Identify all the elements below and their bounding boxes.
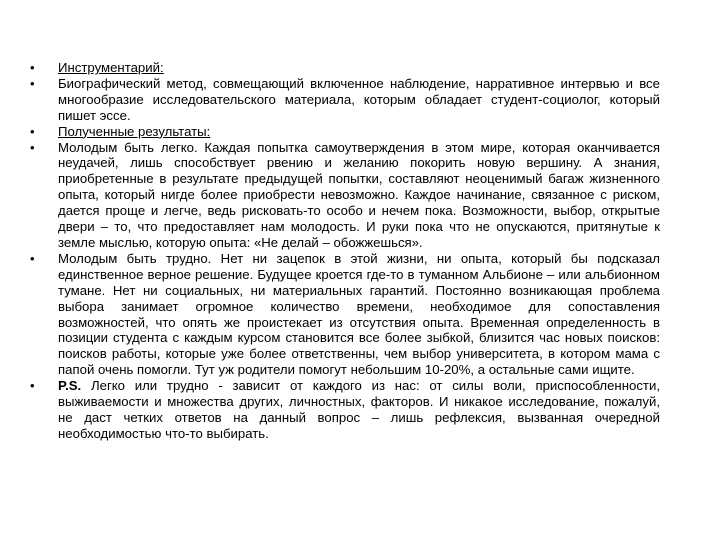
bullet-icon: • xyxy=(30,75,35,91)
bullet-icon: • xyxy=(30,60,35,75)
bullet-item-postscript xyxy=(30,378,660,442)
bullet-icon: • xyxy=(30,378,35,394)
bullet-icon: • xyxy=(30,250,35,266)
bullet-icon: • xyxy=(30,139,35,155)
bullet-list xyxy=(30,60,660,442)
postscript-text: Легко или трудно - зависит от каждого из нас: от силы воли, приспособленности, выживаемости и множества других, личностных, факторов. И никакое исследование, пожалуй, не даст четких ответов на данный вопрос – лишь рефлексия, вызванная очередной необходимостью что-то выбирать. xyxy=(58,378,660,441)
bullet-icon: • xyxy=(30,123,35,139)
results-heading: Полученные результаты: xyxy=(58,123,211,139)
bullet-item-easy xyxy=(30,140,660,251)
method-text: Биографический метод, совмещающий включенное наблюдение, нарративное интервью и все многообразие исследовательского материала, которым обладает студент-социолог, который пишет эссе. xyxy=(58,75,660,123)
hard-text: Молодым быть трудно. Нет ни зацепок в этой жизни, ни опыта, который бы подсказал единственное верное решение. Будущее кроется где-то в туманном Альбионе – или альбионном тумане. Нет ни социальных, ни материальных гарантий. Постоянно возникающая проблема выбора занимает огромное количество времени, необходимое для сопоставления возможностей, что опять же проистекает из отсутствия опыта. Временная определенность в позиции студента с каждым курсом становится все более зыбкой, близится час новых поисков: поисков работы, которые уже более ответственны, чем выбор университета, в котором мама с папой очень помогли. Тут уж родители помогут небольшим 10-20%, а остальные сами ищите. xyxy=(58,250,660,378)
bullet-item-tools-heading xyxy=(30,60,660,76)
easy-text: Молодым быть легко. Каждая попытка самоутверждения в этом мире, которая оканчивается неудачей, лишь способствует рвению и желанию покорить новую вершину. А знания, приобретенные в результате предыдущей попытки, составляют неоценимый багаж жизненного опыта, который нигде более приобрести невозможно. Каждое начинание, связанное с риском, дается проще и легче, ведь рисковать-то особо и нечем пока. Возможности, выбор, открытые двери – то, что предоставляет нам молодость. И руки пока что не опускаются, притянутые к земле мыслью, которую опыта: «Не делай – обожжешься». xyxy=(58,139,660,250)
bullet-item-method xyxy=(30,76,660,124)
bullet-item-results-heading xyxy=(30,124,660,140)
bullet-item-hard xyxy=(30,251,660,378)
postscript-label: P.S. xyxy=(58,378,82,394)
tools-heading: Инструментарий: xyxy=(58,60,164,75)
